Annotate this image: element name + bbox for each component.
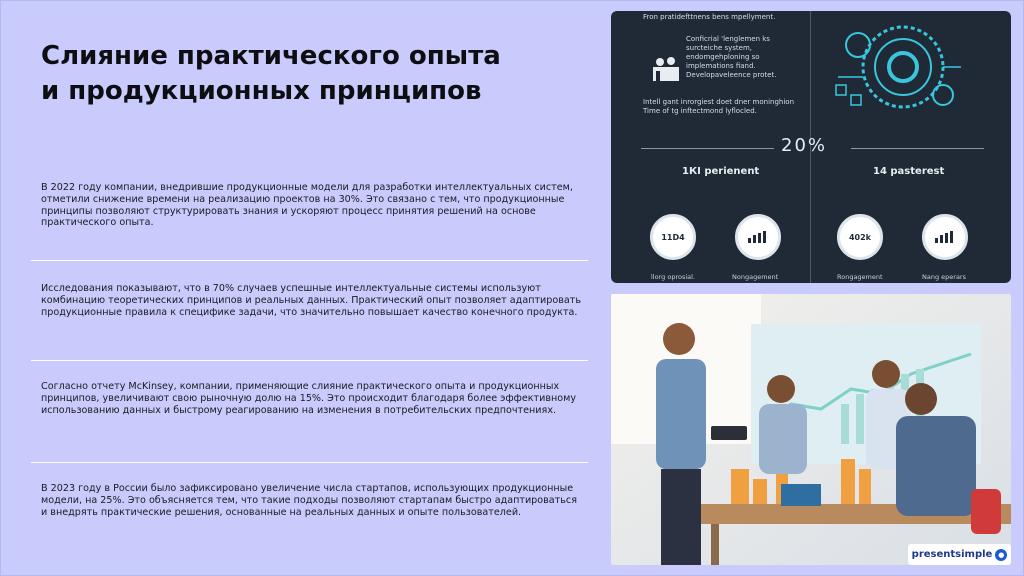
logo-text: presentsimple	[911, 549, 993, 560]
infographic-block-2: Intell gant inrorgiest doet dner moninghion Time of tg inftectmond lyflocled.	[643, 98, 795, 115]
circle-caption: Nongagement	[732, 273, 779, 281]
stat-circle: 11D4	[650, 214, 696, 260]
circle-caption: llorg oprosial.	[651, 273, 695, 281]
paragraph-1: В 2022 году компании, внедрившие продукционные модели для разработки интеллектуальных систем, отметили снижение времени на реализацию проектов на 30%. Это связано с тем, что продукционные принципы позволяют структурировать знания и ускоряют процесс принятия решений на основе практического опыта.	[41, 182, 573, 229]
divider	[31, 462, 588, 463]
circle-caption: Nang eperars	[922, 273, 966, 281]
infographic-subtitle-right: 14 pasterest	[873, 166, 945, 177]
gear-network-icon	[833, 15, 963, 120]
infographic-subtitle-left: 1КI perienent	[682, 166, 760, 177]
presentsimple-logo	[908, 544, 1011, 565]
infographic-line-right	[851, 148, 984, 149]
infographic-block-1: Conficrial 'lenglemen ks surcteiche system, endomgehploning so implemations fiand. Developaveleence protet.	[686, 35, 777, 79]
infographic-percent: 20%	[781, 135, 828, 156]
stat-circle: 402k	[837, 214, 883, 260]
paragraph-4: В 2023 году в России было зафиксировано увеличение числа стартапов, использующих продукционные модели, на 25%. Это объясняется тем, что такие подходы позволяют стартапам быстро адаптироваться и внедрять практические решения, основанные на реальных данных и опыте пользователей.	[41, 483, 577, 518]
infographic-image	[611, 11, 1011, 283]
divider	[31, 360, 588, 361]
logo-mark-icon: ●	[995, 549, 1007, 561]
team-meeting-photo	[611, 294, 1011, 565]
paragraph-2: Исследования показывают, что в 70% случаев успешные интеллектуальные системы используют комбинацию теоретических принципов и реальных данных. Практический опыт позволяет адаптировать продукционные правила к специфике задачи, что значительно повышает качество конечного продукта.	[41, 283, 582, 318]
slide-title: Слияние практического опыта и продукционных принципов	[41, 41, 501, 106]
photo-illustration	[611, 294, 1011, 565]
paragraph-3: Согласно отчету McKinsey, компании, применяющие слияние практического опыта и продукционных принципов, увеличивают свою рыночную долю на 15%. Это происходит благодаря более эффективному использованию данных и быстрому реагированию на изменения в потребительских предпочтениях.	[41, 381, 577, 416]
circle-caption: Rongagement	[837, 273, 883, 281]
people-icon	[651, 53, 681, 83]
infographic-header-text: Fron pratidefttnens bens mpellyment.	[643, 13, 776, 21]
chart-icon	[735, 214, 781, 260]
divider	[31, 260, 588, 261]
infographic-line-left	[641, 148, 774, 149]
chart-icon	[922, 214, 968, 260]
